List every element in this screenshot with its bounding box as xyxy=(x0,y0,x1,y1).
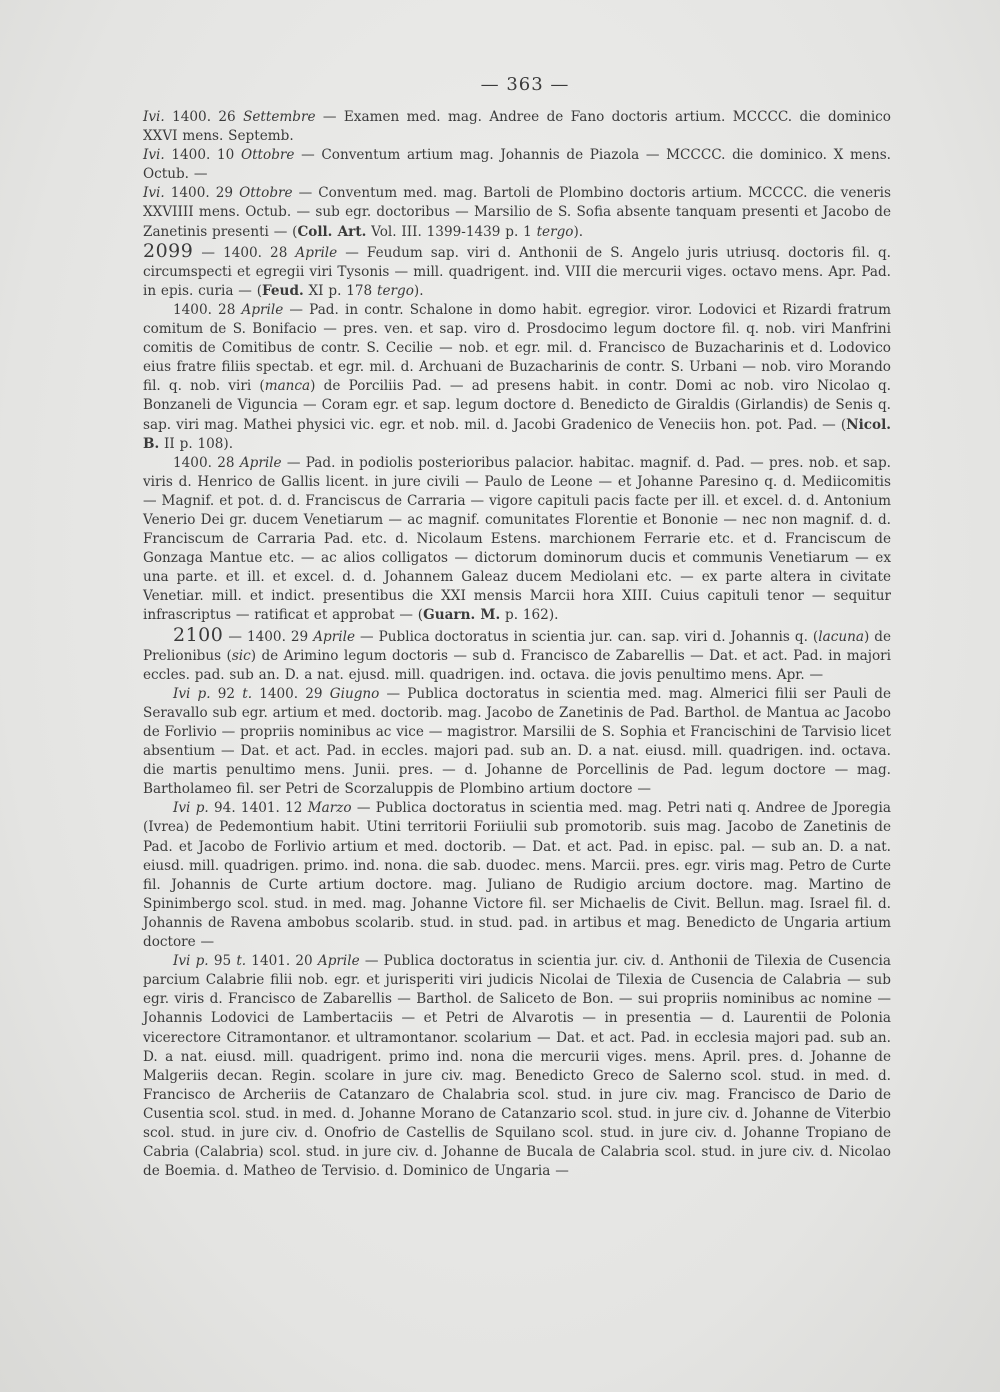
text-segment: Nicol. B. xyxy=(143,416,891,452)
text-segment: 1400. 29 xyxy=(252,685,330,702)
text-segment: 95 xyxy=(208,953,237,970)
text-segment: — Publica doctoratus in scientia med. mag. Petri nati q. Andree de Jporegia (Ivrea) de Pedemontium habit. Utini territorii Foriiulii sub promotorib. suis mag. Jacobo de Zanetinis de Pad. et Jacobo de Forlivio artium et med. doctorib. — Dat. et act. Pad. in episc. pal. — sub an. D. a nat. eiusd. mill. quadrigen. primo. ind. nona. die sab. duodec. mens. Marcii. pres. egr. viris mag. Petro de Curte fil. Johannis de Curte artium doctore. mag. Juliano de Rudigio arcium doctore. mag. Martino de Spinimbergo scol. stud. in med. mag. Johanne Victore fil. ser Michaelis de Civit. Bellun. mag. Israel fil. d. Johannis de Ravena ambobus scolarib. stud. in stud. pad. in artibus et mag. Benedicto de Ungaria artium doctore — xyxy=(143,800,892,951)
text-segment: Ivi p. xyxy=(173,800,209,817)
document-body xyxy=(143,108,891,1181)
entry-number: 2099 xyxy=(143,239,194,262)
paragraph-p10 xyxy=(143,952,891,1181)
paragraph-p9 xyxy=(143,799,891,952)
text-segment: tergo xyxy=(377,282,414,299)
text-segment: tergo xyxy=(536,223,574,240)
paragraph-p4 xyxy=(143,239,891,301)
text-segment: lacuna xyxy=(818,628,864,645)
text-segment: Ottobre xyxy=(239,185,293,202)
text-segment: 1400. 29 xyxy=(164,185,240,202)
text-segment: Giugno xyxy=(329,685,380,702)
text-segment: 1400. 28 xyxy=(173,301,242,318)
text-segment: Marzo xyxy=(307,800,352,817)
text-segment: Aprile xyxy=(241,301,284,318)
text-segment: — Conventum med. mag. Bartoli de Plombino doctoris artium. MCCCC. die veneris XXVIIII mens. Octub. — sub egr. doctoribus — Marsilio de S. Sofia absente tanquam presenti et Jacobo de Zanetinis presenti — ( xyxy=(143,185,891,240)
text-segment: t. xyxy=(242,685,253,702)
text-segment: — 1400. 29 xyxy=(223,628,314,645)
text-segment: Guarn. M. xyxy=(423,607,501,624)
text-segment: — Conventum artium mag. Johannis de Piazola — MCCCC. die dominico. X mens. Octub. — xyxy=(143,147,891,183)
page-number: — 363 — xyxy=(480,74,570,95)
text-segment: Ivi. xyxy=(143,109,165,125)
text-segment: — Pad. in contr. Schalone in domo habit. egregior. viror. Lodovici et Rizardi fratrum comitum de S. Bonifacio — pres. ven. et sap. viro d. Prosdocimo legum doctore fil. q. nob. viri Manfrini comitis de Comitibus de contr. S. Cecilie — nob. et egr. mil. d. Francisco de Buzacharinis et d. Lodovico eius fratre filiis spectab. et egr. mil. d. Archuani de Buzacharinis de contr. S. Urbani — nob. viro Morando fil. q. nob. viri ( xyxy=(143,301,891,395)
paragraph-p6 xyxy=(143,454,891,626)
paragraph-p2 xyxy=(143,146,891,184)
text-segment: — Publica doctoratus in scientia jur. can. sap. viri d. Johannis q. ( xyxy=(355,628,819,645)
text-segment: Aprile xyxy=(239,454,282,471)
text-segment: 1400. 10 xyxy=(164,147,241,164)
text-segment: XI p. 178 xyxy=(303,282,377,299)
text-segment: — Pad. in podiolis posterioribus palacior. habitac. magnif. d. Pad. — pres. nob. et sap. viris d. Henrico de Gallis licent. in jure civili — Paulo de Leone — et Johanne Paresino q. d. Mediicomitis — Magnif. et pot. d. d. Franciscus de Carraria — vigore capituli pacis facte per ill. et excel. d. d. Antonium Venerio Dei gr. ducem Venetiarum — ac magnif. comunitates Florentie et Bononie — nec non magnif. d. d. Franciscum de Carraria Pad. etc. d. Nicolaum Estens. marchionem Ferrarie etc. et d. Franciscum de Gonzaga Mantue etc. — ac alios colligatos — dictorum dominorum ducis et communis Venetiarum — ex una parte. et ill. et excel. d. d. Johannem Galeaz ducem Mediolani etc. — ex parte altera in civitate Venetiar. mill. et indict. presentibus die XXI mensis Marcii hora XIII. Cuius capituli tenor — sequitur infrascriptus — ratificat et approbat — ( xyxy=(143,454,891,624)
paragraph-p8 xyxy=(143,685,891,800)
text-segment: Ivi. xyxy=(143,147,165,164)
text-segment: Vol. III. 1399-1439 p. 1 xyxy=(366,223,537,240)
text-segment: Ottobre xyxy=(240,147,295,164)
text-segment: Ivi p. xyxy=(173,953,209,970)
text-segment: Ivi. xyxy=(143,185,165,202)
text-segment: — Publica doctoratus in scientia med. mag. Almerici filii ser Pauli de Seravallo sub egr. artium et med. doctorib. mag. Jacobo de Zanetinis de Pad. Barthol. de Mantua ac Jacobo de Forlivio — propriis nominibus ac vice — magistror. Marsilii de S. Sophia et Francischini de Tarvisio licet absentium — Dat. et act. Pad. in eccles. majori pad. sub an. D. a nat. eiusd. mill. quadrigen. ind. octava. die martis penultimo mens. Junii. pres. — d. Johanne de Porcellinis de Pad. legum doctore — mag. Bartholameo fil. ser Petri de Scorzaluppis de Plombino artium doctore — xyxy=(143,685,891,798)
text-segment: Ivi p. xyxy=(173,685,211,702)
text-segment: manca xyxy=(264,378,311,395)
text-segment: — 1400. 28 xyxy=(193,244,296,261)
text-segment: ). xyxy=(573,223,584,240)
paragraph-p3 xyxy=(143,184,891,241)
paragraph-p5 xyxy=(143,301,891,454)
paragraph-p7 xyxy=(143,623,892,685)
text-segment: Aprile xyxy=(295,244,338,261)
text-segment: Feud. xyxy=(262,282,304,299)
text-segment: 1401. 20 xyxy=(246,953,318,970)
text-segment: II p. 108). xyxy=(159,435,234,452)
text-segment: t. xyxy=(236,953,247,970)
paragraph-p1 xyxy=(143,108,891,146)
text-segment: 92 xyxy=(210,685,243,702)
text-segment: Settembre xyxy=(243,109,316,125)
text-segment: — Publica doctoratus in scientia jur. civ. d. Anthonii de Tilexia de Cusencia parcium Calabrie filii nob. egr. et jurisperiti viri judicis Nicolai de Tilexia de Cusencia de Calabria — sub egr. viris d. Francisco de Zabarellis — Barthol. de Saliceto de Bon. — sui propriis nominibus ac nomine — Johannis Lodovici de Lambertaciis — et Petri de Alvarotis — in presentia — d. Laurentii de Polonia vicerectore Citramontanor. et ultramontanor. scolarium — Dat. et act. Pad. in ecclesia majori pad. sub an. D. a nat. eiusd. mill. quadrigent. primo ind. nona die mercurii viges. mens. April. pres. d. Johanne de Malgeriis decan. Regin. scolare in jure civ. mag. Benedicto Greco de Salerno scol. stud. in med. d. Francisco de Archeriis de Catanzaro de Chalabria scol. stud. in jure civ. mag. Francisco de Dario de Cusentia scol. stud. in med. d. Johanne Morano de Catanzario scol. stud. in jure civ. d. Johanne de Viterbio scol. stud. in jure civ. d. Onofrio de Castellis de Squilano scol. stud. in jure civ. d. Johanne Tropiano de Cabria (Calabria) scol. stud. in jure civ. d. Johanne de Bucala de Calabria scol. stud. in jure civ. d. Nicolao de Boemia. d. Matheo de Tervisio. d. Dominico de Ungaria — xyxy=(143,953,891,1180)
text-segment: sic xyxy=(231,647,251,664)
text-segment: ) de Arimino legum doctoris — sub d. Francisco de Zabarellis — Dat. et act. Pad. in majori eccles. pad. sub an. D. a nat. ejusd. mill. quadrigen. ind. octava. die jovis penultimo mens. Apr. — xyxy=(143,647,891,683)
text-segment: ). xyxy=(413,282,424,299)
text-segment: p. 162). xyxy=(500,607,559,624)
text-segment: 1400. 28 xyxy=(173,454,240,471)
text-segment: ) de Prelionibus ( xyxy=(143,628,892,664)
text-segment: 94. 1401. 12 xyxy=(208,800,308,817)
text-segment: Aprile xyxy=(313,628,355,645)
text-segment: 1400. 26 xyxy=(164,109,244,125)
text-segment: Aprile xyxy=(317,953,360,970)
text-segment: — Feudum sap. viri d. Anthonii de S. Angelo juris utriusq. doctoris fil. q. circumspecti et egregii viri Tysonis — mill. quadrigent. ind. VIII die mercurii viges. octavo mens. Apr. Pad. in epis. curia — ( xyxy=(143,244,891,299)
text-segment: Coll. Art. xyxy=(297,223,367,240)
text-segment: ) de Porciliis Pad. — ad presens habit. in contr. Domi ac nob. viro Nicolao q. Bonzaneli de Viguncia — Coram egr. et sap. legum doctore d. Benedicto de Giraldis (Girlandis) de Senis q. sap. viri mag. Mathei physici vic. egr. et nob. mil. d. Jacobi Gradenico de Veneciis hon. pot. Pad. — ( xyxy=(143,378,891,433)
entry-number: 2100 xyxy=(173,623,224,646)
text-segment: — Examen med. mag. Andree de Fano doctoris artium. MCCCC. die dominico XXVI mens. Septemb. xyxy=(143,109,891,145)
